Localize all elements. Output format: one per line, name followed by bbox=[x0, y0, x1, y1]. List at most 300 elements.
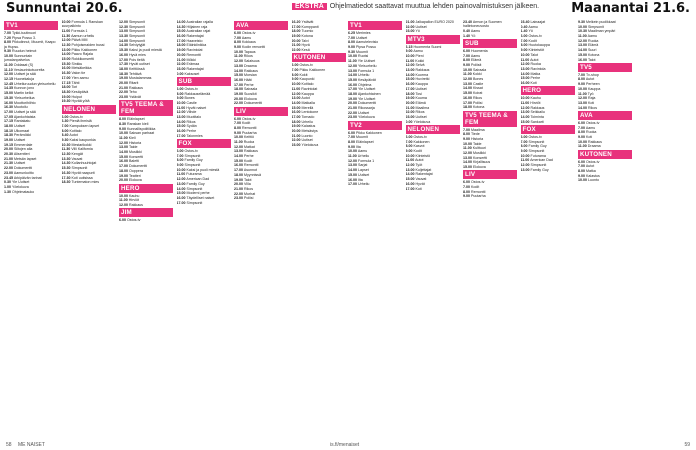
program-listing bbox=[578, 106, 632, 110]
program-listing bbox=[62, 52, 116, 56]
program-title: Huiput bbox=[71, 94, 82, 99]
program-listing bbox=[234, 73, 288, 77]
program-listing bbox=[292, 92, 346, 96]
program-time: 10.30 bbox=[61, 142, 71, 147]
program-time: 17.00 bbox=[291, 114, 301, 119]
program-listing bbox=[177, 115, 231, 119]
program-time: 15.00 bbox=[61, 57, 71, 62]
program-title: Taide bbox=[472, 141, 482, 146]
program-time: 1.30 bbox=[4, 189, 11, 194]
program-title: Morsian bbox=[244, 73, 257, 78]
program-time: 14.00 bbox=[119, 150, 128, 155]
program-listing bbox=[406, 92, 460, 96]
program-listing bbox=[463, 72, 517, 76]
program-listing bbox=[177, 110, 231, 114]
program-title: Kotona bbox=[588, 52, 600, 57]
program-time: 0.00 bbox=[176, 71, 184, 76]
program-listing bbox=[4, 105, 58, 109]
program-listing bbox=[348, 131, 402, 135]
program-title: Täydelliset naiset bbox=[186, 195, 215, 200]
program-time: 17.15 bbox=[61, 80, 71, 85]
program-listing bbox=[406, 73, 460, 77]
program-time: 16.20 bbox=[291, 20, 301, 24]
listing-column bbox=[177, 20, 231, 438]
program-title: Vauvat bbox=[71, 156, 83, 161]
program-title: Yle Uutiset bbox=[357, 59, 376, 64]
program-time: 6.00 bbox=[463, 180, 470, 185]
program-title: Rantakatu bbox=[14, 119, 31, 124]
program-listing bbox=[406, 168, 460, 172]
program-time: 15.00 bbox=[348, 77, 357, 82]
program-time: 14.30 bbox=[119, 43, 128, 48]
program-listing bbox=[348, 92, 402, 96]
program-listing bbox=[4, 49, 58, 53]
program-listing bbox=[177, 134, 231, 138]
program-title: Yle Uutiset bbox=[357, 87, 376, 92]
program-time: 11.00 bbox=[463, 146, 472, 151]
program-title: Yöelokuva bbox=[301, 143, 319, 148]
listing-column bbox=[62, 20, 116, 438]
program-title: Teatteri bbox=[128, 173, 141, 178]
program-listing bbox=[119, 174, 173, 178]
program-listing bbox=[406, 172, 460, 176]
left-page bbox=[4, 20, 348, 438]
program-title: Remontti bbox=[244, 163, 259, 168]
program-time: 1.40 bbox=[463, 33, 470, 38]
program-listing bbox=[406, 101, 460, 105]
program-time: 16.00 bbox=[119, 159, 128, 164]
program-time: 11.00 bbox=[119, 198, 128, 203]
program-listing bbox=[578, 101, 632, 105]
program-title: Kodit bbox=[244, 158, 253, 163]
program-listing bbox=[177, 43, 231, 47]
program-time: 10.00 bbox=[234, 49, 243, 54]
program-title: Kodit bbox=[413, 149, 422, 154]
program-time: 11.00 bbox=[405, 58, 415, 63]
program-listing bbox=[119, 145, 173, 149]
program-listing bbox=[62, 99, 116, 103]
program-title: Metsästys bbox=[301, 129, 318, 134]
program-title: Tv-shop bbox=[585, 72, 599, 77]
program-time: 21.00 bbox=[176, 57, 186, 62]
program-title: Myynnissä bbox=[244, 172, 261, 177]
program-title: Remontti bbox=[471, 189, 486, 194]
program-listing bbox=[234, 173, 288, 177]
program-listing bbox=[4, 40, 58, 49]
program-title: Formula 1 bbox=[358, 158, 375, 163]
program-time: 10.00 bbox=[119, 193, 128, 198]
program-title: Ostos-tv bbox=[586, 159, 600, 164]
channel-header: TV2 bbox=[348, 121, 402, 130]
program-title: Villi Kalifornia bbox=[71, 147, 93, 152]
listing-column bbox=[119, 20, 173, 438]
program-listing bbox=[119, 95, 173, 99]
program-title: Ostos-tv bbox=[299, 63, 313, 68]
program-time: 7.00 bbox=[234, 121, 241, 126]
program-title: Muumit bbox=[356, 49, 368, 54]
program-time: 22.00 bbox=[176, 62, 186, 67]
program-time: 12.00 bbox=[176, 110, 186, 115]
program-title: Formula 1 bbox=[358, 68, 375, 73]
channel-header: LIV bbox=[463, 170, 517, 179]
program-title: Moderni perhe bbox=[186, 191, 210, 196]
program-listing bbox=[348, 50, 402, 54]
program-listing bbox=[463, 68, 517, 72]
program-title: Elämä bbox=[471, 58, 482, 63]
program-listing bbox=[578, 144, 632, 148]
program-time: 14.30 bbox=[176, 24, 186, 29]
program-title: Kampuksen lapset bbox=[69, 123, 100, 128]
program-title: Maailma bbox=[415, 105, 430, 110]
program-listing bbox=[521, 115, 575, 119]
program-title: Konsertti bbox=[129, 154, 144, 159]
program-listing bbox=[521, 140, 575, 144]
program-time: 13.00 bbox=[348, 68, 357, 73]
program-listing bbox=[177, 25, 231, 29]
channel-header: TV1 bbox=[4, 21, 58, 30]
program-title: Rakkaus bbox=[244, 149, 258, 154]
program-title: Eläinklinikka bbox=[186, 43, 207, 48]
program-title: Saksan parhaat bbox=[129, 131, 155, 136]
program-time: 12.00 bbox=[348, 158, 357, 163]
program-listing bbox=[406, 135, 460, 139]
program-time: 8.00 bbox=[463, 58, 470, 63]
program-listing bbox=[348, 36, 402, 40]
program-listing bbox=[521, 168, 575, 172]
program-listing bbox=[348, 83, 402, 87]
program-listing bbox=[234, 69, 288, 73]
program-time: 18.10 bbox=[4, 128, 13, 133]
program-listing bbox=[292, 63, 346, 67]
program-time: 9.30 bbox=[61, 138, 69, 143]
program-listing bbox=[119, 25, 173, 29]
program-listing bbox=[234, 182, 288, 186]
program-title: Yleisurheilu bbox=[357, 63, 377, 68]
program-listing bbox=[62, 38, 116, 42]
program-title: Ilta bbox=[356, 144, 361, 149]
channel-header: FOX bbox=[177, 139, 231, 148]
program-time: 8.00 bbox=[520, 43, 528, 48]
program-title: Ajankohtaista bbox=[13, 114, 36, 119]
program-title: Koti bbox=[530, 80, 537, 85]
program-time: 17.00 bbox=[348, 182, 357, 187]
program-time: 20.00 bbox=[291, 129, 301, 134]
program-listing bbox=[521, 149, 575, 153]
program-title: Pikku Kakkonen bbox=[299, 68, 326, 73]
program-listing bbox=[521, 158, 575, 162]
program-title: Rikos bbox=[244, 186, 253, 191]
program-listing bbox=[463, 151, 517, 155]
program-title: Paavo Rajala bbox=[71, 52, 93, 57]
program-listing bbox=[463, 86, 517, 90]
program-time: 9.00 bbox=[348, 144, 355, 149]
program-time: 14.35 bbox=[4, 86, 13, 91]
program-listing bbox=[521, 110, 575, 114]
program-time: 14.00 bbox=[520, 71, 530, 76]
channel-header: AVA bbox=[578, 111, 632, 120]
program-title: Koti bbox=[588, 100, 595, 105]
program-time: 16.00 bbox=[119, 52, 128, 57]
program-time: 9.00 bbox=[463, 194, 470, 199]
program-listing bbox=[578, 20, 632, 24]
program-time: 8.40 bbox=[61, 133, 69, 138]
program-title: Viihde bbox=[186, 110, 197, 115]
program-title: Kauppa bbox=[588, 86, 601, 91]
program-time: 17.00 bbox=[405, 86, 415, 91]
program-time: 13.00 bbox=[578, 43, 587, 48]
program-title: Kokki bbox=[415, 58, 425, 63]
program-time: 11.00 bbox=[348, 59, 357, 64]
program-time: 12.30 bbox=[61, 43, 71, 48]
program-time: 10.00 bbox=[578, 86, 587, 91]
program-time: 16.00 bbox=[176, 129, 186, 134]
program-time: 15.00 bbox=[119, 154, 128, 159]
program-title: Kullanhuuhtojat bbox=[71, 161, 97, 166]
program-title: Selvä bbox=[415, 63, 425, 68]
program-time: 12.00 bbox=[291, 91, 301, 96]
program-time: 15.00 bbox=[405, 77, 415, 82]
program-time: 18.00 bbox=[234, 172, 243, 177]
program-time: 13.00 bbox=[463, 81, 472, 86]
program-listing bbox=[234, 178, 288, 182]
program-title: Kotitalo bbox=[301, 82, 314, 87]
program-title: Huomenta Suomi bbox=[413, 44, 442, 49]
program-title: Ilta bbox=[358, 177, 363, 182]
program-listing bbox=[62, 180, 116, 184]
program-time: 13.00 bbox=[463, 155, 472, 160]
program-title: Family Guy bbox=[186, 181, 205, 186]
program-listing bbox=[234, 121, 288, 125]
program-title: Sinkku bbox=[71, 61, 83, 66]
program-listing bbox=[4, 110, 58, 114]
program-title: Simpsonit bbox=[129, 24, 145, 29]
program-listing bbox=[234, 159, 288, 163]
program-listing bbox=[406, 163, 460, 167]
program-time: 7.00 bbox=[234, 35, 241, 40]
program-listing bbox=[578, 82, 632, 86]
program-time: 12.00 bbox=[4, 72, 13, 77]
program-time: 21.00 bbox=[4, 156, 13, 161]
program-time: 13.00 bbox=[234, 149, 243, 154]
program-title: Uutiset bbox=[14, 138, 26, 143]
program-listing bbox=[578, 77, 632, 81]
program-title: Kaupunki bbox=[299, 77, 315, 82]
program-time: 15.00 bbox=[291, 105, 301, 110]
program-title: Poliisi bbox=[244, 196, 254, 201]
program-listing bbox=[406, 177, 460, 181]
program-title: Rakentajat bbox=[186, 66, 204, 71]
program-listing bbox=[62, 171, 116, 175]
program-time: 21.00 bbox=[119, 85, 128, 90]
program-time: 13.00 bbox=[176, 114, 186, 119]
program-title: Valon tie bbox=[71, 71, 86, 76]
program-title: Muumit bbox=[356, 135, 368, 140]
program-title: Kokkaus bbox=[242, 40, 256, 45]
program-title: Ruudun heimot bbox=[12, 49, 37, 54]
program-time: 11.00 bbox=[463, 72, 472, 77]
program-title: Kissat bbox=[473, 86, 483, 91]
program-time: 13.30 bbox=[61, 156, 71, 161]
program-time: 13.00 bbox=[119, 29, 128, 34]
program-listing bbox=[463, 156, 517, 160]
program-title: Sairaala bbox=[244, 87, 258, 92]
program-listing bbox=[177, 62, 231, 66]
program-title: Aamu bbox=[470, 53, 481, 58]
program-listing bbox=[578, 87, 632, 91]
program-listing bbox=[62, 157, 116, 161]
program-listing bbox=[177, 53, 231, 57]
program-listing bbox=[62, 152, 116, 156]
program-time: 6.00 bbox=[578, 120, 585, 125]
program-listing bbox=[406, 110, 460, 114]
program-listing bbox=[521, 120, 575, 124]
program-title: Asunnot bbox=[243, 168, 257, 173]
program-time: 22.00 bbox=[4, 166, 13, 171]
program-listing bbox=[62, 43, 116, 47]
program-time: 15.30 bbox=[61, 166, 71, 171]
program-title: Lainaajat bbox=[530, 20, 546, 24]
program-time: 16.00 bbox=[520, 80, 530, 85]
program-title: Hiljainen raja bbox=[186, 24, 208, 29]
program-title: Bones bbox=[184, 96, 195, 101]
program-time: 13.00 bbox=[176, 181, 186, 186]
program-time: 11.00 bbox=[176, 105, 186, 110]
program-time: 10.00 bbox=[520, 153, 530, 158]
program-listing bbox=[463, 77, 517, 81]
program-time: 17.00 bbox=[176, 200, 186, 205]
program-title: Pikkulinnut, Muumit, Kaapo ja Hupsu. bbox=[4, 40, 56, 49]
program-listing bbox=[4, 161, 58, 165]
program-time: 17.05 bbox=[4, 114, 13, 119]
program-listing bbox=[521, 67, 575, 71]
program-title: Historia bbox=[129, 140, 142, 145]
program-title: Kauhu bbox=[530, 96, 541, 101]
program-listing bbox=[348, 111, 402, 115]
program-time: 9.30 bbox=[578, 20, 585, 24]
program-time: 23.00 bbox=[4, 170, 13, 175]
program-listing bbox=[62, 166, 116, 170]
program-time: 7.00 bbox=[578, 125, 585, 130]
program-listing bbox=[62, 129, 116, 133]
program-listing bbox=[406, 87, 460, 91]
program-listing bbox=[463, 91, 517, 95]
program-listing bbox=[348, 173, 402, 177]
program-title: Kakkonen bbox=[413, 139, 430, 144]
program-time: 11.30 bbox=[61, 147, 71, 152]
program-time: 19.00 bbox=[61, 94, 71, 99]
program-title: Uutiset bbox=[415, 24, 427, 29]
program-listing bbox=[578, 126, 632, 130]
program-listing bbox=[578, 130, 632, 134]
program-title: Oddasat (S) bbox=[13, 63, 34, 68]
program-listing bbox=[4, 68, 58, 72]
program-listing bbox=[578, 96, 632, 100]
program-time: 8.00 bbox=[405, 144, 413, 149]
program-listing bbox=[177, 29, 231, 33]
program-time: 9.00 bbox=[520, 149, 528, 154]
program-title: Talonmies bbox=[186, 133, 203, 138]
program-listing bbox=[177, 120, 231, 124]
program-time: 7.00 bbox=[463, 185, 470, 189]
magazine-name: ME NAISET bbox=[18, 442, 45, 448]
program-title: Uutiset bbox=[356, 35, 368, 40]
program-listing bbox=[348, 69, 402, 73]
program-listing bbox=[292, 34, 346, 38]
program-listing bbox=[4, 138, 58, 142]
program-title: American Dad bbox=[186, 177, 210, 182]
program-listing bbox=[348, 87, 402, 91]
site-url[interactable]: is.fi/menaiset bbox=[330, 442, 360, 448]
program-listing bbox=[62, 34, 116, 38]
program-time: 16.00 bbox=[234, 77, 243, 82]
program-listing bbox=[463, 105, 517, 109]
program-title: Metsäkeikka bbox=[71, 66, 92, 71]
program-listing bbox=[463, 29, 517, 33]
program-listing bbox=[177, 20, 231, 24]
program-title: Simpsonit bbox=[184, 163, 201, 168]
program-listing bbox=[177, 92, 231, 96]
left-page-number: 58 bbox=[6, 442, 12, 448]
program-title: Kesäpäivät bbox=[358, 77, 376, 82]
program-listing bbox=[62, 138, 116, 142]
program-time: 8.00 bbox=[234, 125, 241, 130]
program-time: 13.00 bbox=[405, 68, 415, 73]
program-time: 18.30 bbox=[4, 133, 13, 138]
program-listing bbox=[119, 53, 173, 57]
program-listing bbox=[177, 67, 231, 71]
program-title: Autot bbox=[585, 77, 595, 82]
program-time: 17.00 bbox=[61, 75, 71, 80]
program-time: 22.00 bbox=[119, 90, 128, 95]
program-listing bbox=[348, 106, 402, 110]
program-listing bbox=[406, 187, 460, 191]
program-time: 20.00 bbox=[405, 100, 415, 105]
program-listing bbox=[578, 39, 632, 43]
program-title: Kaksoset bbox=[184, 71, 200, 76]
program-time: 8.00 bbox=[4, 40, 11, 45]
program-time: 19.00 bbox=[291, 124, 301, 129]
program-listing bbox=[177, 154, 231, 158]
program-title: Puutarha bbox=[471, 194, 486, 199]
program-time: 15.30 bbox=[61, 61, 71, 66]
program-time: 14.00 bbox=[520, 114, 530, 119]
program-time: 8.30 bbox=[119, 121, 126, 126]
program-time: 7.00 bbox=[463, 53, 470, 58]
program-title: Hyvät bbox=[415, 181, 425, 186]
program-listing bbox=[234, 87, 288, 91]
program-time: 21.00 bbox=[405, 20, 415, 24]
program-title: Ostos-tv bbox=[127, 218, 141, 223]
program-time: 14.00 bbox=[463, 160, 472, 165]
program-listing bbox=[348, 140, 402, 144]
program-title: Talot bbox=[530, 52, 539, 57]
program-title: Maailman ympäri bbox=[588, 29, 616, 34]
program-time: 18.00 bbox=[291, 119, 301, 124]
program-time: 10.00 bbox=[234, 135, 243, 140]
program-listing bbox=[521, 53, 575, 57]
program-title: Kesäpäivä bbox=[71, 89, 89, 94]
program-time: 19.00 bbox=[405, 96, 415, 101]
program-time: 18.00 bbox=[463, 105, 472, 110]
program-listing bbox=[177, 106, 231, 110]
program-time: 15.00 bbox=[234, 158, 243, 163]
program-time: 16.30 bbox=[61, 170, 71, 175]
program-listing bbox=[177, 172, 231, 176]
program-listing bbox=[406, 106, 460, 110]
program-listing bbox=[119, 178, 173, 182]
program-listing bbox=[62, 143, 116, 147]
program-title: Castle bbox=[473, 81, 484, 86]
